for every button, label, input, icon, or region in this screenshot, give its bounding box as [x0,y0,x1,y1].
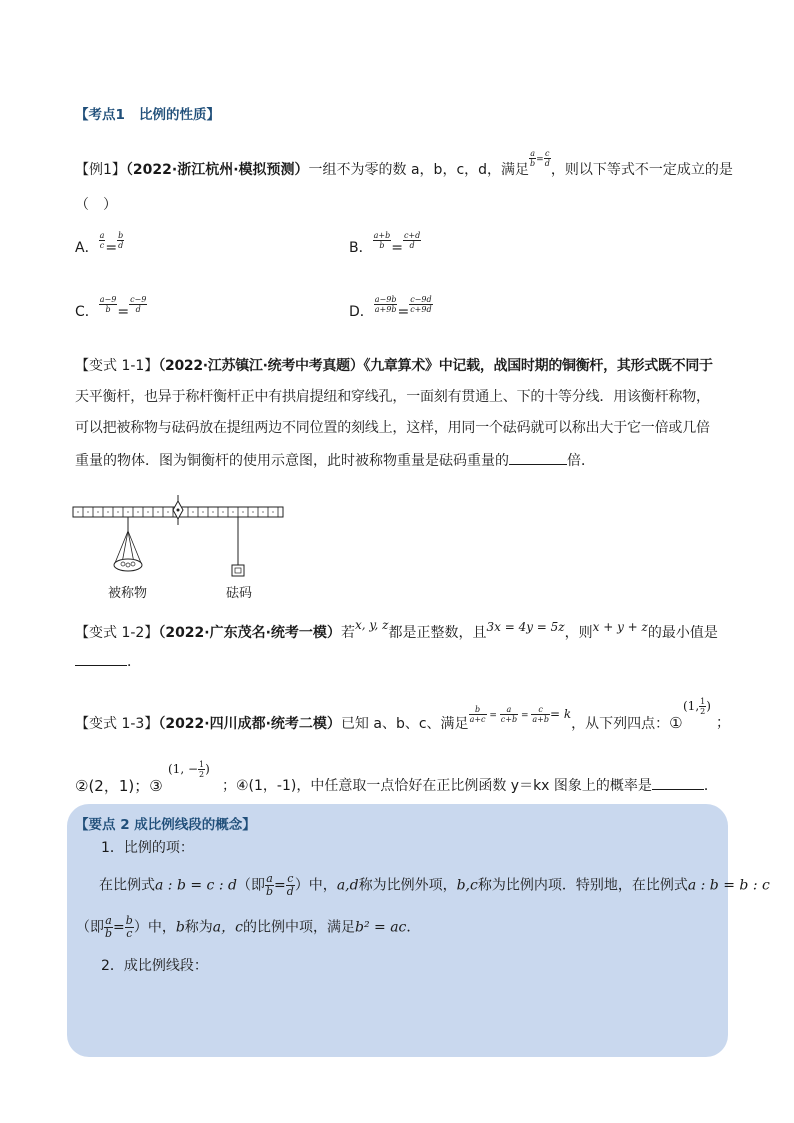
para-text: 的比例中项，满足 [242,919,355,936]
variant-text: ，则 [564,625,593,641]
example-1-question [75,148,733,182]
frac-den: a+c [469,714,486,724]
math-expr: a,d [336,877,359,894]
variant-text: ；④(1，-1)，中任意取一点恰好在正比例函数 y＝kx 图象上的概率是 [222,778,652,794]
frac-num: b [125,914,133,927]
option-label: C． [75,304,99,320]
frac-den: c+9d [410,304,432,314]
frac-den: 2 [700,707,706,716]
math-expr: b² = ac [354,919,407,936]
fraction [129,295,147,314]
frac-num: c [287,872,294,885]
variant-tag: 【变式 1-1】 [75,358,159,374]
fraction [500,705,518,724]
variant-text: 若 [340,625,355,641]
variant-source: （2022·四川成都·统考二模） [158,716,341,732]
variant-1-3-line-1 [75,704,683,736]
math-vars: x, y, z [354,618,389,632]
math-equation: 3x = 4y = 5z [486,620,565,634]
frac-num: a [500,705,518,715]
frac-num: a [266,872,273,885]
frac-den: a+b [532,714,549,724]
kaodian-title: 比例的性质】 [139,107,221,123]
variant-1-1-line-2: 天平衡杆，也异于称杆衡杆正中有拱肩提纽和穿线孔，一面刻有贯通上、下的十等分线．用该衡杆称物， [75,389,710,405]
math-sum: x + y + z [592,620,648,634]
option-a[interactable] [75,230,124,258]
frac-num: 1 [199,760,205,769]
pivot-hole [177,509,180,512]
variant-1-3-line-2b [222,776,718,796]
frac-den: d [118,240,124,250]
variant-1-2-line-2 [75,652,141,672]
frac-num: c [545,148,550,158]
frac-den: d [135,304,141,314]
item-1-heading: 1．比例的项： [101,840,194,856]
eq-sign: = [117,304,130,320]
option-b[interactable] [349,230,421,258]
frac-den: c+b [500,714,518,724]
option-label: B． [349,240,373,256]
frac-den: b [265,885,274,898]
variant-dot: ． [703,778,718,794]
fraction [99,295,118,314]
eq-sign: = [397,304,410,320]
variant-text: 的最小值是 [647,625,718,641]
fraction [403,231,421,250]
frac-num: c−9 [130,294,147,304]
k-value: = k [549,707,572,721]
frac-num: a [99,230,105,240]
fraction [104,915,113,940]
semicolon: ； [716,715,730,731]
frac-den: b [105,927,113,940]
balance-diagram [70,495,290,605]
para-text: 称为比例外项， [358,877,457,894]
point-text: ) [706,699,711,713]
math-expr: a : b = b : c [687,877,770,894]
answer-blank[interactable] [75,652,127,666]
example-source: （2022·浙江杭州·模拟预测） [125,162,309,178]
point-text: (1, [683,699,700,713]
frac-num: a−9b [374,294,397,304]
para-text: 称为比例内项．特别地，在比例式 [477,877,688,894]
variant-1-1-line-3: 可以把被称物与砝码放在提纽两边不同位置的刻线上，这样，用同一个砝码就可以称出大于它一倍或几倍 [75,420,710,436]
label-weight: 砝码 [226,586,253,601]
section-heading-kaodian1 [75,103,220,123]
point-text: ) [205,762,210,776]
variant-text: 已知 a、b、c、满足 [340,716,469,732]
fraction [117,231,124,250]
label-measured-object: 被称物 [108,586,148,601]
math-expr: a : b = c : d [155,877,237,894]
point-text: (1, − [168,762,198,776]
example-text-post: ，则以下等式不一定成立的是 [550,162,733,178]
ratio-equation: $\frac{b}{a+c}$ = $\frac{a}{c+b}$ = $\frac{c}{a+b}$ = k [469,704,572,724]
fraction [286,873,295,898]
variant-text: 重量的物体．图为铜衡杆的使用示意图，此时被称物重量是砝码重量的 [75,453,509,469]
item-1-paragraph-line-2 [76,915,420,940]
circle-3: ③ [149,777,163,795]
eq-sign: = [274,877,286,894]
fraction [469,705,487,724]
math-expr: b [175,919,185,936]
para-text: ）中， [294,877,337,894]
para-text: ． [406,919,421,936]
frac-num: b [469,705,487,715]
eq-sign: = [391,240,403,256]
eq-sign: = [536,155,544,165]
option-c[interactable] [75,294,147,322]
circle-2: ②(2，1)； [75,777,150,795]
frac-den: b [379,240,385,250]
para-text: ）中， [133,919,176,936]
condition-equation [529,148,551,170]
frac-den: c [126,927,133,940]
para-text: 称为 [184,919,213,936]
answer-blank[interactable] [509,451,567,465]
option-label: A． [75,240,99,256]
frac-num: b [118,230,124,240]
frac-num: c [531,705,550,715]
item-1-paragraph-line-1 [99,873,770,898]
variant-suffix: 倍． [567,453,595,469]
item-2-heading: 2．成比例线段： [101,958,208,974]
variant-1-3-line-2 [75,776,163,797]
frac-num: c−9d [410,294,432,304]
eq-sign: = [105,240,118,256]
fraction [409,295,432,314]
point-3 [168,760,210,779]
fraction [373,231,392,250]
variant-source: （2022·广东茂名·统考一模） [158,625,341,641]
math-expr: b,c [456,877,478,894]
object-ball [121,562,125,566]
variant-tag: 【变式 1-3】 [75,716,159,732]
frac-den: 2 [199,770,205,779]
variant-1-1-line-4 [75,451,595,471]
example-text: 一组不为零的数 a，b，c，d，满足 [308,162,530,178]
frac-num: a [530,148,535,158]
fraction [374,295,398,314]
frac-den: a+9b [374,304,397,314]
frac-num: a+b [373,230,391,240]
kaodian-label: 【考点1 [75,107,125,123]
variant-text: （2022·江苏镇江·统考中考真题）《九章算术》中记载，战国时期的铜衡杆，其形式既不同于 [158,358,713,374]
frac-num: a [105,914,112,927]
frac-den: b [105,304,111,314]
variant-1-2-line-1 [75,618,718,643]
fraction [531,705,550,724]
para-text: （即 [236,877,265,894]
variant-text: ，从下列四点： [571,716,670,732]
frac-num: 1 [700,697,706,706]
eq-sign: = [113,919,125,936]
option-label: D． [349,304,374,320]
math-expr: a，c [212,919,243,936]
variant-dot: ． [127,654,141,670]
key-point-title: 【要点 2 成比例线段的概念】 [75,817,256,833]
object-ball [131,562,135,566]
frac-den: b [530,158,536,168]
weight-inner [235,568,241,573]
frac-den: d [544,158,550,168]
object-ball [126,563,130,567]
frac-den: d [286,885,294,898]
fraction [99,231,106,250]
example-paren: （ ） [75,197,117,213]
frac-den: d [409,240,415,250]
fraction [265,873,274,898]
frac-num: c+d [403,230,421,240]
variant-text: 都是正整数，且 [388,625,487,641]
para-text: （即 [76,919,104,936]
fraction [125,915,134,940]
variant-tag: 【变式 1-2】 [75,625,159,641]
frac-num: a−9 [99,294,117,304]
para-text: 在比例式 [99,877,155,894]
circle-1: ① [669,714,683,732]
frac-den: c [99,240,105,250]
point-1 [683,697,711,716]
variant-1-1-line-1 [75,356,713,376]
option-d[interactable] [349,294,433,322]
basket-strings [115,531,141,563]
answer-blank[interactable] [652,776,704,790]
example-tag: 【例1】 [75,162,126,178]
